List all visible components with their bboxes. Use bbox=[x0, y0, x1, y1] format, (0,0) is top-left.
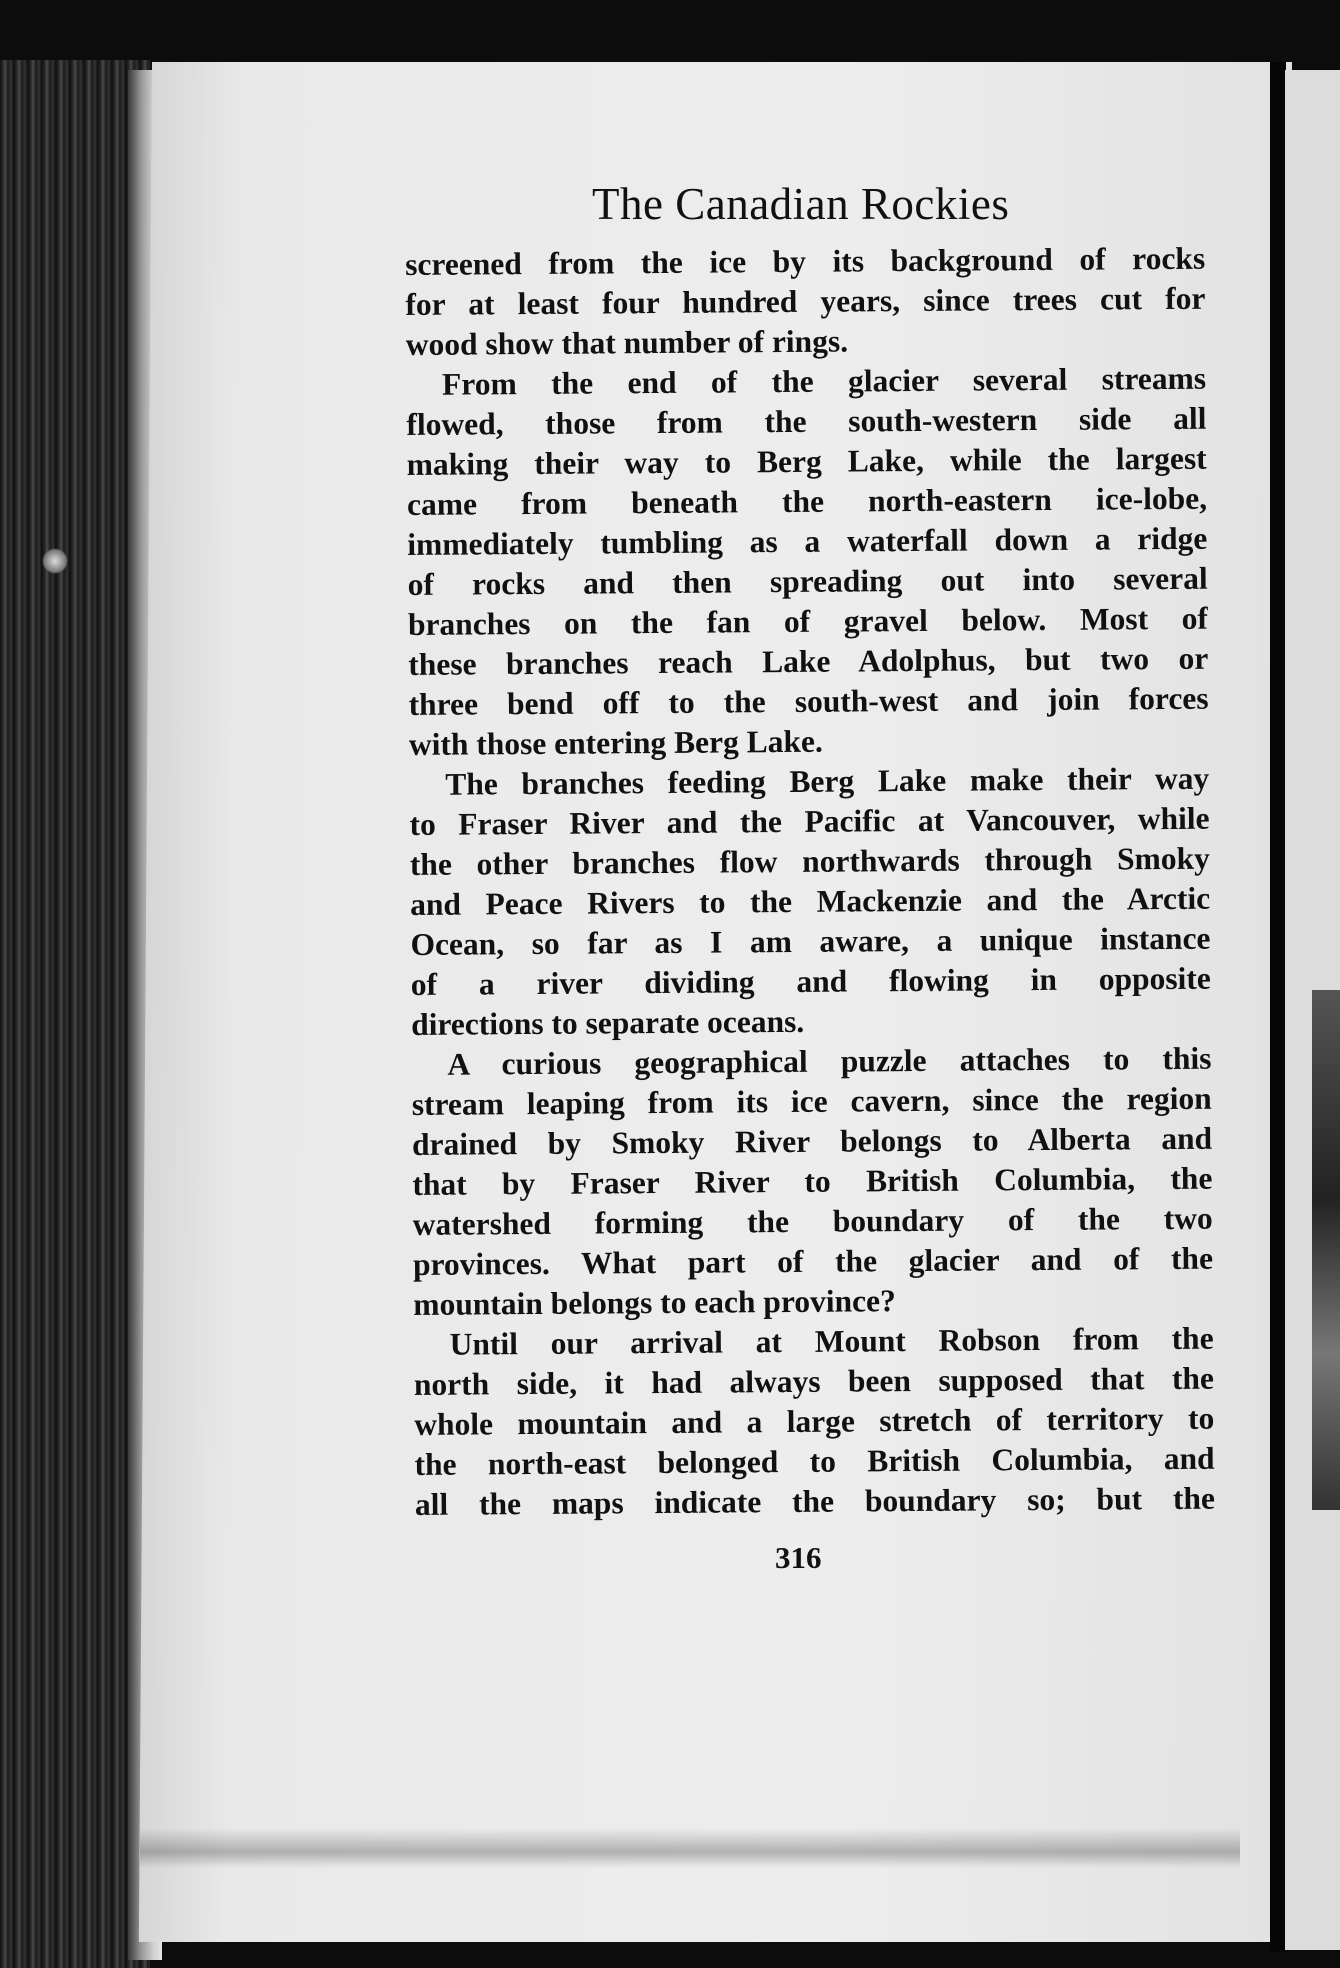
text-line: and Peace Rivers to the Mackenzie and the Arctic bbox=[410, 880, 1211, 922]
text-line: drained by Smoky River belongs to Alberta and bbox=[411, 1120, 1213, 1162]
text-line: directions to separate oceans. bbox=[410, 1003, 805, 1042]
text-line: wood show that number of rings. bbox=[405, 323, 849, 362]
text-line: flowed, those from the south-western side all bbox=[406, 400, 1207, 442]
page-bottom-shadow bbox=[140, 1828, 1240, 1868]
text-line: The branches feeding Berg Lake make their way bbox=[445, 760, 1210, 802]
text-line: branches on the fan of gravel below. Most of bbox=[407, 600, 1209, 642]
text-line: the north-east belonged to British Columbia, and bbox=[414, 1440, 1215, 1482]
text-line: to Fraser River and the Pacific at Vancouver, while bbox=[409, 800, 1210, 842]
gutter-gap bbox=[1270, 62, 1286, 1952]
text-line: stream leaping from its ice cavern, since the region bbox=[411, 1080, 1212, 1122]
text-line: mountain belongs to each province? bbox=[413, 1283, 896, 1322]
text-line: three bend off to the south-west and join forces bbox=[408, 680, 1209, 722]
text-line: north side, it had always been supposed that the bbox=[413, 1360, 1215, 1402]
facing-page-photo bbox=[1312, 990, 1340, 1510]
text-line: A curious geographical puzzle attaches to this bbox=[447, 1040, 1212, 1082]
text-line: for at least four hundred years, since trees cut for bbox=[405, 280, 1206, 322]
text-line: watershed forming the boundary of the two bbox=[412, 1200, 1213, 1242]
text-line: of a river dividing and flowing in opposite bbox=[410, 960, 1211, 1002]
text-line: whole mountain and a large stretch of territory to bbox=[414, 1400, 1215, 1442]
page-stain bbox=[42, 548, 68, 574]
text-line: making their way to Berg Lake, while the largest bbox=[406, 440, 1207, 482]
page-number: 316 bbox=[775, 1540, 822, 1575]
text-line: these branches reach Lake Adolphus, but two or bbox=[408, 640, 1209, 682]
text-line: provinces. What part of the glacier and of the bbox=[412, 1240, 1214, 1282]
running-title: The Canadian Rockies bbox=[592, 179, 1010, 229]
text-line: came from beneath the north-eastern ice-lobe, bbox=[406, 480, 1208, 522]
text-line: with those entering Berg Lake. bbox=[408, 723, 823, 762]
body-text bbox=[405, 239, 1215, 1525]
text-line: the other branches flow northwards through Smoky bbox=[409, 840, 1210, 882]
text-line: Until our arrival at Mount Robson from the bbox=[449, 1320, 1214, 1362]
text-line: From the end of the glacier several streams bbox=[441, 360, 1207, 402]
text-line: all the maps indicate the boundary so; but the bbox=[414, 1480, 1216, 1522]
text-line: screened from the ice by its background of rocks bbox=[405, 240, 1206, 282]
text-line: that by Fraser River to British Columbia, the bbox=[412, 1160, 1213, 1202]
text-line: Ocean, so far as I am aware, a unique instance bbox=[410, 920, 1211, 962]
text-line: immediately tumbling as a waterfall down a ridge bbox=[407, 520, 1208, 562]
text-line: of rocks and then spreading out into several bbox=[407, 560, 1208, 602]
